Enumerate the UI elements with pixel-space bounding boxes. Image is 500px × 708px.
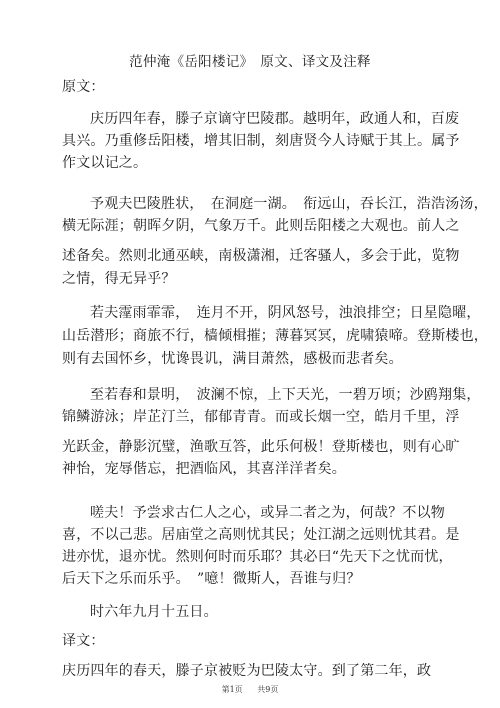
text-line: 锦鳞游泳；岸芷汀兰，郁郁青青。而或长烟一空，皓月千里，浮 — [62, 409, 460, 425]
text-line: 庆历四年春，滕子京谪守巴陵郡。越明年，政通人和，百废 — [90, 111, 460, 127]
text-line: 则有去国怀乡，忧谗畏讥，满目萧然，感极而悲者矣。 — [62, 351, 403, 367]
text-line: 后天下之乐而乐乎。 ”噫！微斯人，吾谁与归？ — [62, 571, 361, 587]
text-line: 若夫霪雨霏霏， 连月不开，阴风怒号，浊浪排空；日星隐曜， — [90, 305, 481, 321]
text-line: 予观夫巴陵胜状， 在洞庭一湖。 衔远山，吞长江，浩浩汤汤， — [90, 196, 488, 212]
text-line: 作文以记之。 — [62, 155, 148, 171]
text-line: 具兴。乃重修岳阳楼，增其旧制，刻唐贤今人诗赋于其上。属予 — [62, 133, 460, 149]
page-total: 共9页 — [257, 685, 279, 694]
text-line: 述备矣。然则北通巫峡，南极潇湘，迁客骚人，多会于此，览物 — [62, 248, 460, 264]
text-line: 神怡，宠辱偕忘，把酒临风，其喜洋洋者矣。 — [62, 461, 346, 477]
text-line: 嗟夫！予尝求古仁人之心，或异二者之为，何哉？不以物 — [90, 505, 445, 521]
text-line: 光跃金，静影沉璧，渔歌互答，此乐何极！登斯楼也，则有心旷 — [62, 439, 460, 455]
text-line: 喜，不以己悲。居庙堂之高则忧其民；处江湖之远则忧其君。是 — [62, 527, 460, 543]
text-line: 至若春和景明， 波澜不惊，上下天光，一碧万顷；沙鸥翔集， — [90, 387, 481, 403]
text-line: 进亦忧，退亦忧。然则何时而乐耶？其必曰“先天下之忧而忧， — [62, 549, 453, 565]
document-title: 范仲淹《岳阳楼记》 原文、译文及注释 — [129, 54, 371, 70]
text-line: 横无际涯；朝晖夕阴，气象万千。此则岳阳楼之大观也。前人之 — [62, 218, 460, 234]
translation-line: 庆历四年的春天，滕子京被贬为巴陵太守。到了第二年，政 — [62, 663, 432, 679]
section-heading-original: 原文： — [62, 79, 105, 95]
page-footer — [0, 684, 500, 695]
text-line: 之情，得无异乎？ — [62, 271, 176, 287]
text-line: 时六年九月十五日。 — [90, 604, 218, 620]
text-line: 山岳潜形；商旅不行，樯倾楫摧；薄暮冥冥，虎啸猿啼。登斯楼也， — [62, 328, 488, 344]
page-number: 第1页 — [221, 685, 243, 694]
section-heading-translation: 译文： — [62, 633, 105, 649]
